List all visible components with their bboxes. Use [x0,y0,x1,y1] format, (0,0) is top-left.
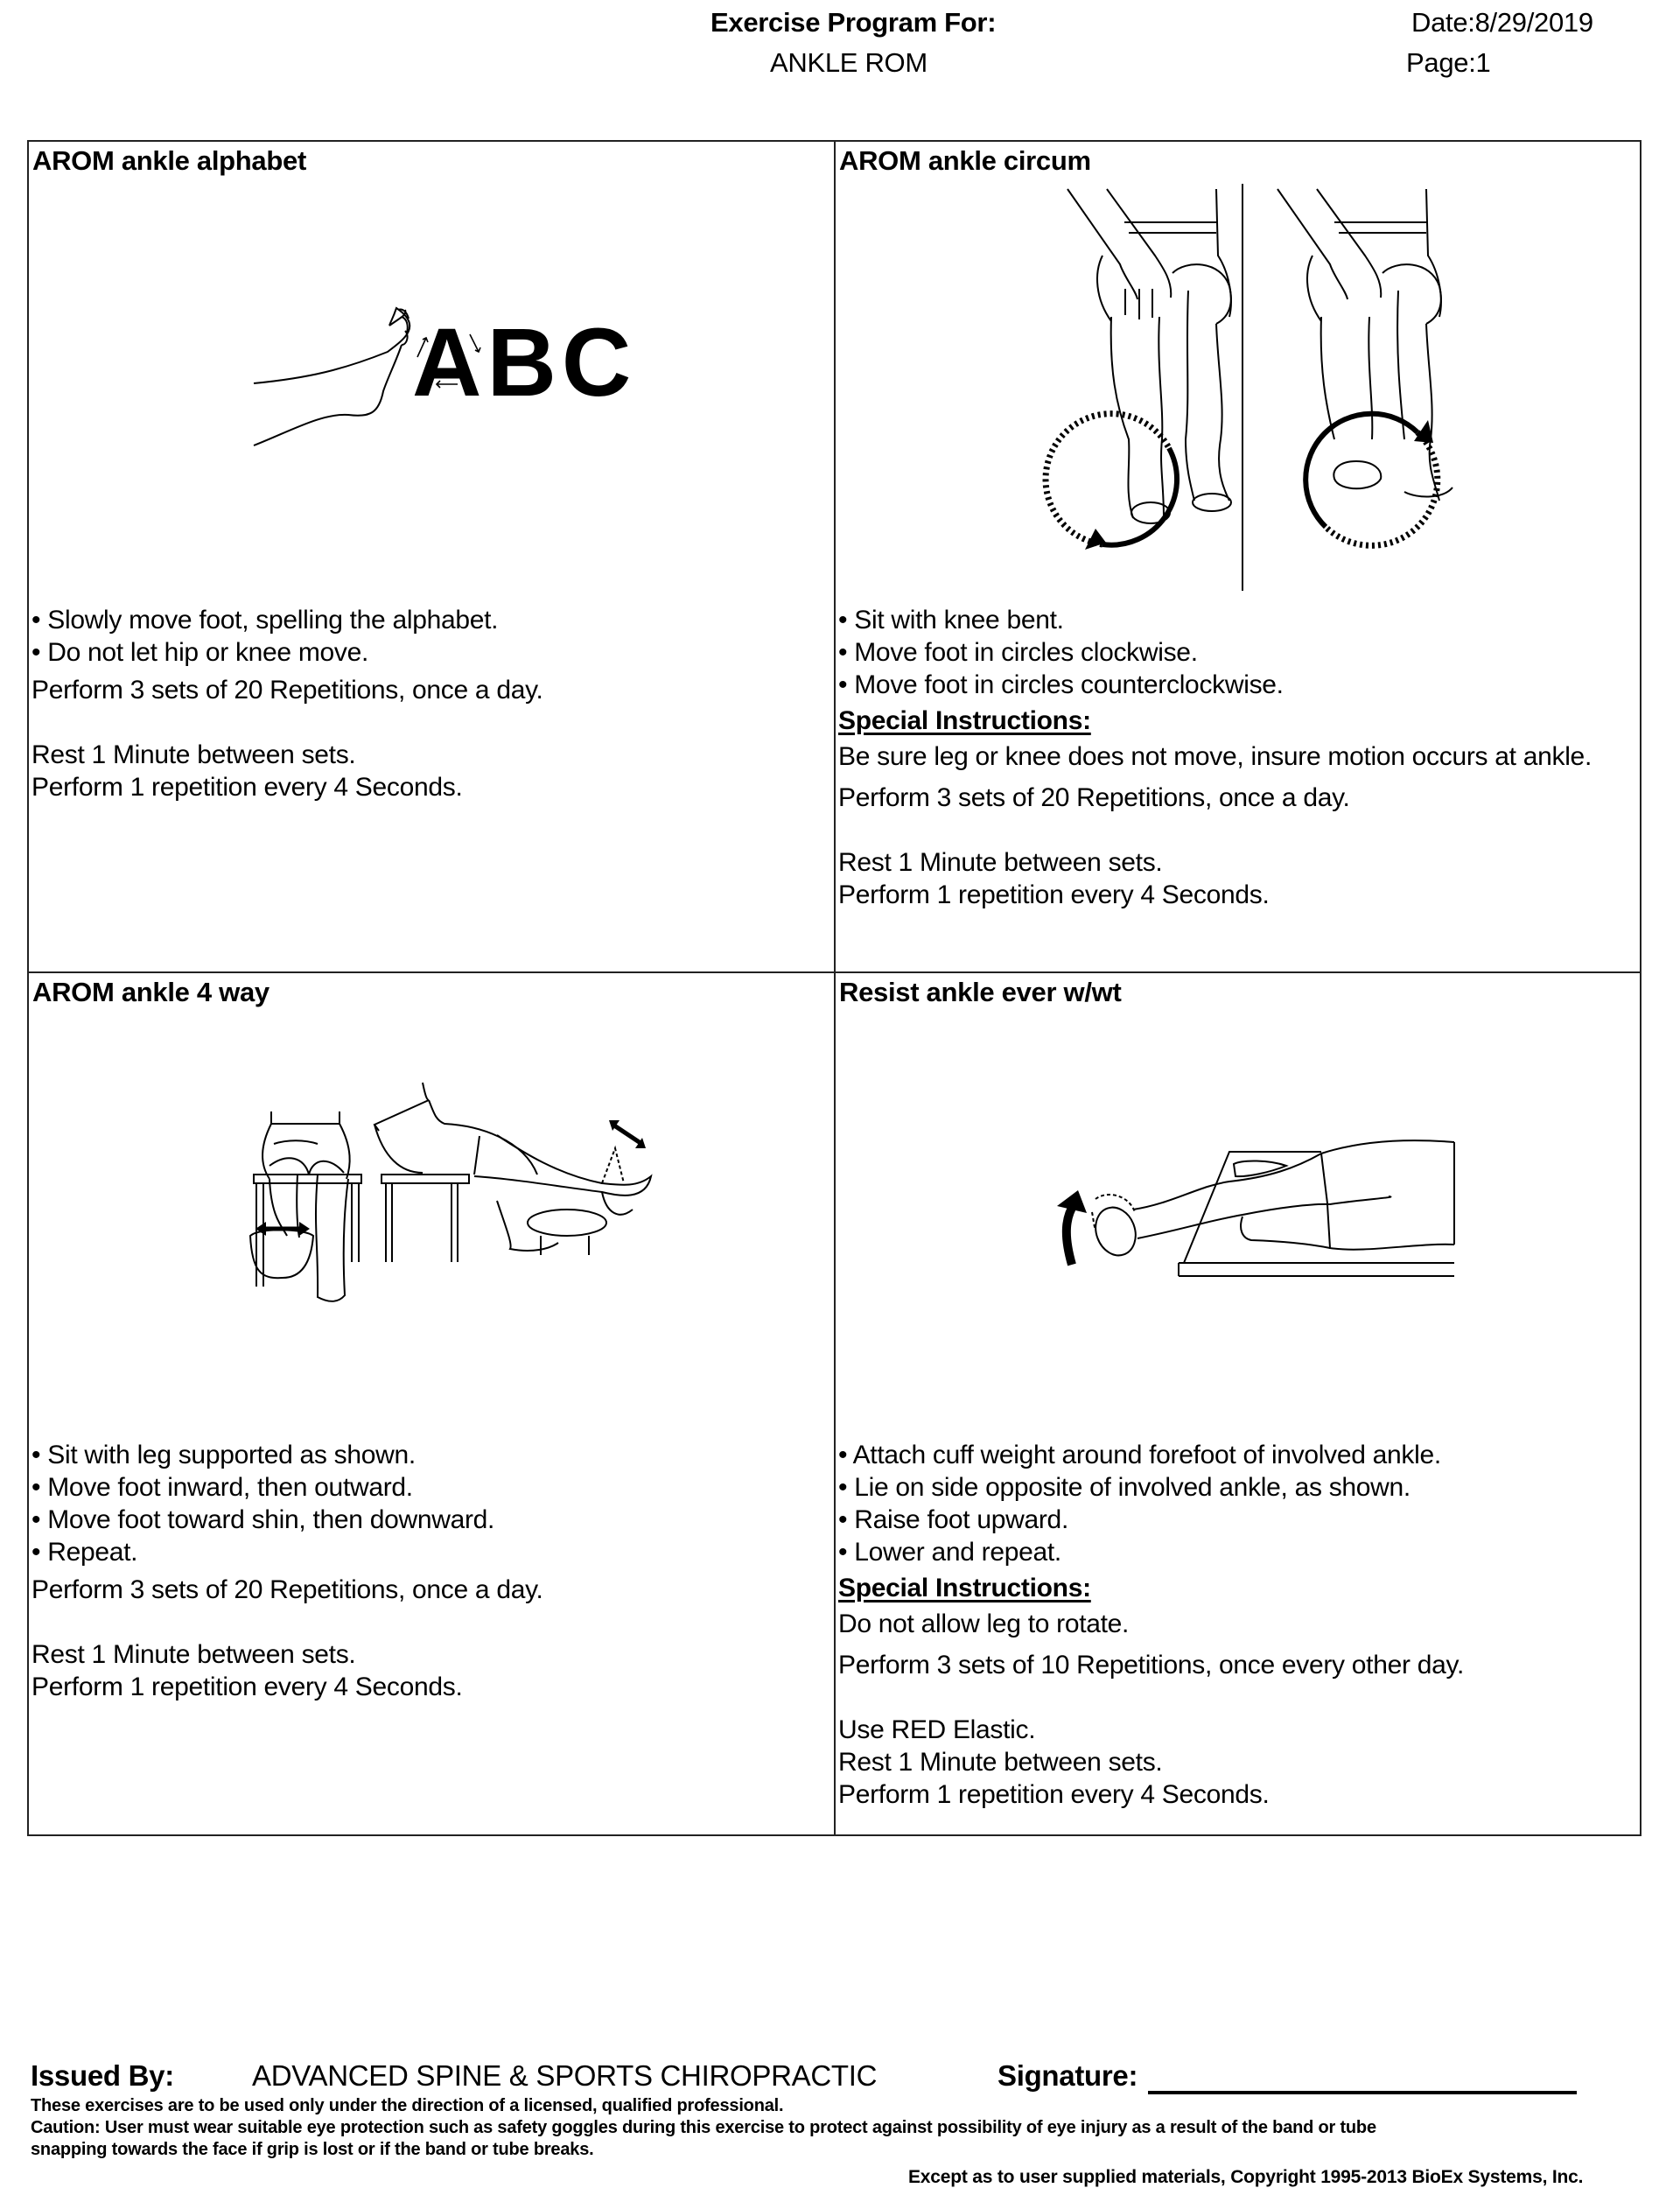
rest-instruction: Rest 1 Minute between sets. [838,1748,1163,1777]
exercise-card-4way [29,973,834,1834]
instruction-bullet: • Repeat. [32,1538,138,1567]
seated-ankle-4way-icon [234,1069,672,1332]
instruction-bullet: • Move foot in circles clockwise. [838,638,1198,667]
instruction-bullet: • Sit with knee bent. [838,606,1064,635]
special-instructions-text: Do not allow leg to rotate. [838,1609,1130,1638]
sidelying-ankle-eversion-weight-icon [1032,1059,1470,1339]
instruction-bullet: • Sit with leg supported as shown. [32,1441,416,1469]
perform-sets: Perform 3 sets of 20 Repetitions, once a day. [32,676,543,705]
perform-sets: Perform 3 sets of 10 Repetitions, once every other day. [838,1651,1464,1680]
program-heading: Exercise Program For: [710,7,997,38]
seated-ankle-circles-icon [1032,177,1461,597]
svg-text:ABC: ABC [412,309,637,417]
perform-sets: Perform 3 sets of 20 Repetitions, once a day. [32,1575,543,1604]
page-number: Page:1 [1406,47,1491,78]
foot-tracing-abc-icon [239,264,676,509]
instruction-bullet: • Lie on side opposite of involved ankle, as shown. [838,1473,1410,1502]
instruction-bullet: • Attach cuff weight around forefoot of involved ankle. [838,1441,1441,1469]
special-instructions-label: Special Instructions: [838,706,1091,735]
exercise-card-eversion [836,973,1640,1834]
exercise-instructions [838,604,1626,911]
perform-sets: Perform 3 sets of 20 Repetitions, once a day. [838,783,1350,812]
instruction-bullet: • Lower and repeat. [838,1538,1061,1567]
tempo-instruction: Perform 1 repetition every 4 Seconds. [838,1780,1270,1809]
clinic-name: ADVANCED SPINE & SPORTS CHIROPRACTIC [252,2059,878,2092]
exercise-card-circum [836,142,1640,971]
exercise-instructions [838,1439,1464,1811]
instruction-bullet: • Move foot toward shin, then downward. [32,1505,495,1534]
exercise-instructions [32,1439,543,1703]
special-instructions-text: Be sure leg or knee does not move, insure motion occurs at ankle. [838,742,1592,771]
caution-text-line2: snapping towards the face if grip is lost or if the band or tube breaks. [31,2140,594,2159]
tempo-instruction: Perform 1 repetition every 4 Seconds. [838,880,1270,909]
instruction-bullet: • Move foot inward, then outward. [32,1473,413,1502]
instruction-bullet: • Slowly move foot, spelling the alphabet. [32,606,499,635]
program-name: ANKLE ROM [770,47,928,78]
tempo-instruction: Perform 1 repetition every 4 Seconds. [32,773,463,802]
rest-instruction: Rest 1 Minute between sets. [32,1640,356,1669]
caution-text-line1: Caution: User must wear suitable eye protection such as safety goggles during this exercise to protect against possibility of eye injury as a result of the band or tube [31,2118,1376,2137]
issued-by-label: Issued By: [31,2059,174,2092]
instruction-bullet: • Do not let hip or knee move. [32,638,369,667]
disclaimer-text: These exercises are to be used only under the direction of a licensed, qualified professional. [31,2096,784,2115]
instruction-bullet: • Move foot in circles counterclockwise. [838,670,1284,699]
tempo-instruction: Perform 1 repetition every 4 Seconds. [32,1673,463,1701]
copyright-text: Except as to user supplied materials, Copyright 1995-2013 BioEx Systems, Inc. [908,2167,1584,2187]
exercise-instructions [32,604,543,803]
exercise-title: AROM ankle 4 way [32,977,270,1007]
special-instructions-label: Special Instructions: [838,1574,1091,1602]
exercise-card-alphabet [29,142,834,971]
signature-label: Signature: [998,2059,1138,2092]
program-date: Date:8/29/2019 [1411,7,1593,38]
signature-line[interactable] [1148,2091,1577,2094]
exercise-title: AROM ankle circum [839,145,1091,176]
instruction-bullet: • Raise foot upward. [838,1505,1068,1534]
exercise-title: AROM ankle alphabet [32,145,306,176]
exercise-title: Resist ankle ever w/wt [839,977,1122,1007]
rest-instruction: Rest 1 Minute between sets. [838,848,1163,877]
elastic-instruction: Use RED Elastic. [838,1715,1036,1744]
rest-instruction: Rest 1 Minute between sets. [32,740,356,769]
